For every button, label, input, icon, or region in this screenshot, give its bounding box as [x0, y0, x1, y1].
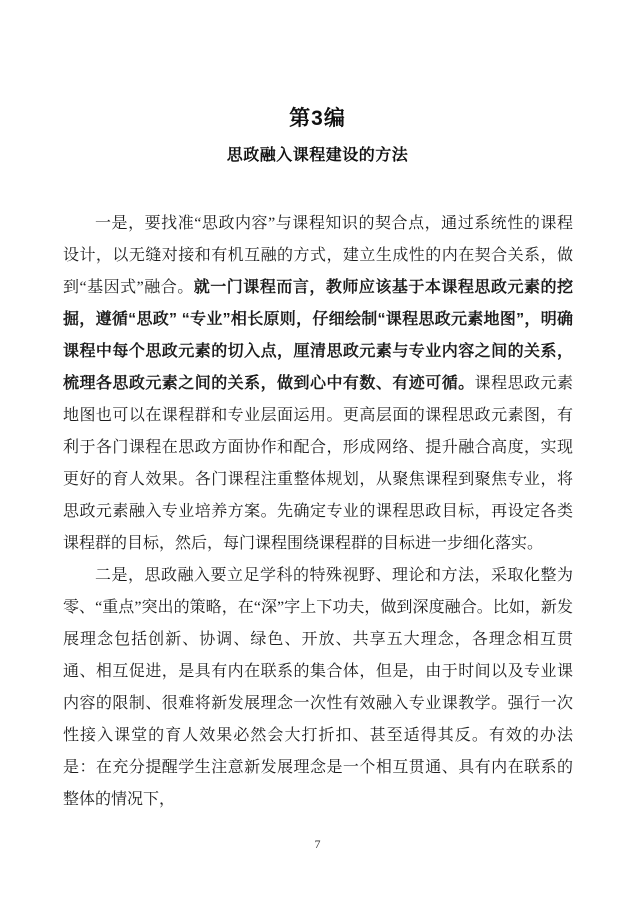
paragraph-1-bold-emphasis: 就一门课程而言，教师应该基于本课程思政元素的挖掘，遵循“思政” “专业”相长原则，仔细绘制“课程思政元素地图”，明确课程中每个思政元素的切入点，厘清思政元素与专业内容之间的关系，梳理各思政元素之间的关系，做到心中有数、有迹可循。 — [63, 279, 573, 392]
paragraph-1 — [63, 208, 573, 560]
section-subtitle: 思政融入课程建设的方法 — [226, 147, 409, 164]
paragraph-1-regular-tail: 课程思政元素地图也可以在课程群和专业层面运用。更高层面的课程思政元素图，有利于各门课程在思政方面协作和配合，形成网络、提升融合高度，实现更好的育人效果。各门课程注重整体规划，从聚焦课程到聚焦专业，将思政元素融入专业培养方案。先确定专业的课程思政目标，再设定各类课程群的目标，然后，每门课程围绕课程群的目标进一步细化落实。 — [63, 375, 573, 552]
page-number: 7 — [314, 837, 321, 851]
paragraph-2 — [63, 560, 573, 816]
section-title: 第3编 — [289, 107, 346, 130]
paragraph-1-regular-lead: 一是，要找准“思政内容”与课程知识的契合点，通过系统性的课程设计，以无缝对接和有机互融的方式，建立生成性的内在契合关系，做到“基因式”融合。 — [63, 215, 573, 296]
paragraph-2-text: 二是，思政融入要立足学科的特殊视野、理论和方法，采取化整为零、“重点”突出的策略，在“深”字上下功夫，做到深度融合。比如，新发展理念包括创新、协调、绿色、开放、共享五大理念，各理念相互贯通、相互促进，是具有内在联系的集合体，但是，由于时间以及专业课内容的限制、很难将新发展理念一次性有效融入专业课教学。强行一次性接入课堂的育人效果必然会大打折扣、甚至适得其反。有效的办法是：在充分提醒学生注意新发展理念是一个相互贯通、具有内在联系的整体的情况下， — [63, 567, 573, 808]
body-text — [63, 208, 573, 816]
heading-block — [0, 0, 635, 168]
